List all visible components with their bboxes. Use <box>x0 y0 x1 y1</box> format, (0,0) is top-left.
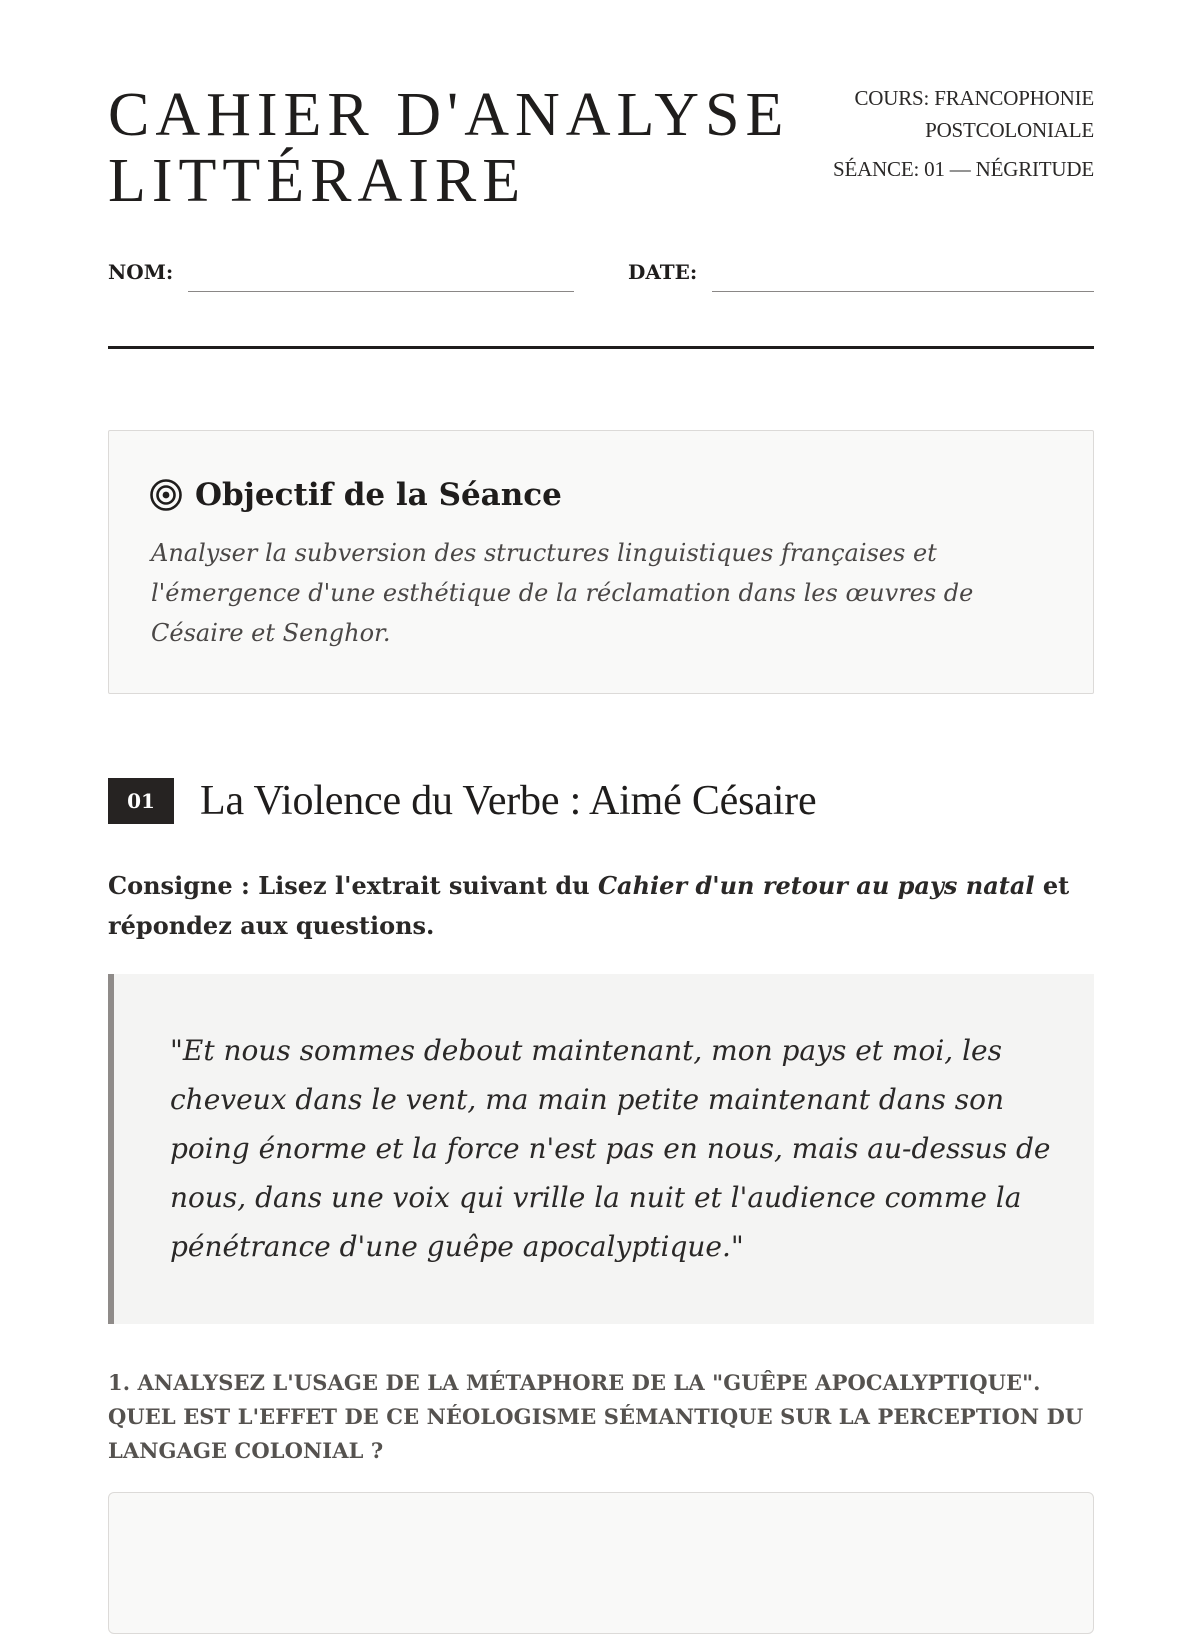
objective-text: Analyser la subversion des structures linguistiques françaises et l'émergence d'une esthétique de la réclamation dans les œuvres de Césaire et Senghor. <box>151 539 974 647</box>
objective-title: Objectif de la Séance <box>195 477 562 513</box>
target-icon <box>149 478 183 512</box>
name-label: NOM: <box>108 260 174 284</box>
section-header <box>108 776 816 826</box>
name-field[interactable] <box>188 291 574 292</box>
question-1: 1. ANALYSEZ L'USAGE DE LA MÉTAPHORE DE LA "GUÊPE APOCALYPTIQUE". QUEL EST L'EFFET DE CE NÉOLOGISME SÉMANTIQUE SUR LA PERCEPTION DU LANGAGE COLONIAL ? <box>108 1370 1084 1463</box>
course-name-line-2: POSTCOLONIALE <box>925 118 1094 142</box>
worksheet-page <box>108 0 1094 1463</box>
course-meta <box>794 82 1094 185</box>
excerpt-blockquote <box>108 974 1094 1324</box>
date-field[interactable] <box>712 291 1094 292</box>
session-label: SÉANCE: 01 — NÉGRITUDE <box>832 157 1094 181</box>
objective-header <box>149 475 562 515</box>
header-divider <box>108 346 1094 349</box>
course-name-line-1: COURS: FRANCOPHONIE <box>854 86 1094 110</box>
instruction-prefix: Consigne : Lisez l'extrait suivant du <box>108 871 598 900</box>
work-title: Cahier d'un retour au pays natal <box>597 871 1035 900</box>
objective-card <box>108 430 1094 694</box>
page-title <box>108 82 789 214</box>
section-title: La Violence du Verbe : Aimé Césaire <box>200 778 817 824</box>
student-fields <box>108 258 1094 294</box>
title-line-1: CAHIER D'ANALYSE <box>108 81 790 149</box>
instruction-suffix: et répondez aux questions. <box>108 871 1070 940</box>
instruction-text <box>108 866 1094 946</box>
date-label: DATE: <box>628 260 698 284</box>
excerpt-text: "Et nous sommes debout maintenant, mon pays et moi, les cheveux dans le vent, ma main petite maintenant dans son poing énorme et la force n'est pas en nous, mais au-dessus de nous, dans une voix qui vrille la nuit et l'audience comme la pénétrance d'une guêpe apocalyptique." <box>170 1034 1051 1263</box>
worksheet-header <box>108 0 1094 284</box>
section-number-badge: 01 <box>108 778 174 824</box>
title-line-2: LITTÉRAIRE <box>108 147 527 215</box>
answer-field-1[interactable] <box>108 1492 1094 1634</box>
